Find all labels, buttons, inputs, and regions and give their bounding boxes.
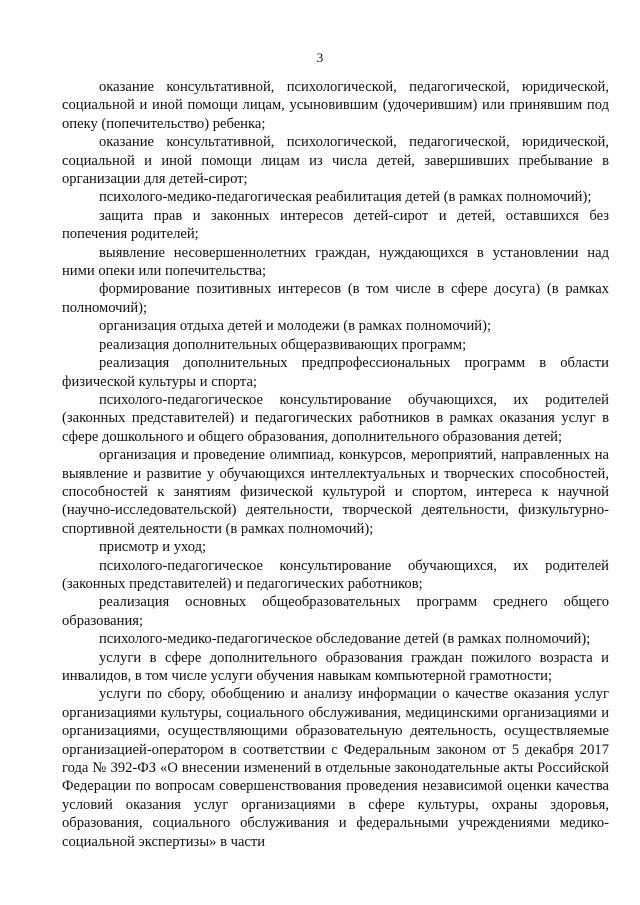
paragraph: организация и проведение олимпиад, конкурсов, мероприятий, направленных на выявление и развитие у обучающихся интеллектуальных и творческих способностей, способностей к занятиям физической культурой и спортом, интереса к научной (научно-исследовательской) деятельности, творческой деятельности, физкультурно-спортивной деятельности (в рамках полномочий);	[62, 447, 609, 537]
page-number: 3	[316, 50, 324, 65]
paragraph: психолого-педагогическое консультирование обучающихся, их родителей (законных представителей) и педагогических работников в рамках оказания услуг в сфере дошкольного и общего образования, дополнительного образования детей;	[62, 391, 609, 445]
paragraph: психолого-медико-педагогическое обследование детей (в рамках полномочий);	[99, 631, 591, 648]
paragraph: выявление несовершеннолетних граждан, нуждающихся в установлении над ними опеки или попечительства;	[62, 244, 609, 280]
paragraph: защита прав и законных интересов детей-сирот и детей, оставшихся без попечения родителей;	[62, 207, 609, 243]
paragraph: услуги по сбору, обобщению и анализу информации о качестве оказания услуг организациями культуры, социального обслуживания, медицинскими организациями и организациями, осуществляющими образовательную деятельность, осуществляемые организацией-оператором в соответствии с Федеральным законом от 5 декабря 2017 года № 392-ФЗ «О внесении изменений в отдельные законодательные акты Российской Федерации по вопросам совершенствования проведения независимой оценки качества условий оказания услуг организациями в сфере культуры, охраны здоровья, образования, социального обслуживания и федеральными учреждениями медико-социальной экспертизы» в части	[62, 686, 609, 850]
paragraph: оказание консультативной, психологической, педагогической, юридической, социальной и иной помощи лицам, усыновившим (удочерившим) или принявшим под опеку (попечительство) ребенка;	[62, 79, 609, 132]
paragraph: присмотр и уход;	[99, 539, 207, 556]
paragraph: услуги в сфере дополнительного образования граждан пожилого возраста и инвалидов, в том числе услуги обучения навыкам компьютерной грамотности;	[62, 649, 609, 684]
paragraph: психолого-медико-педагогическая реабилитация детей (в рамках полномочий);	[99, 189, 592, 206]
paragraph: формирование позитивных интересов (в том числе в сфере досуга) (в рамках полномочий);	[62, 281, 609, 316]
paragraph: оказание консультативной, психологической, педагогической, юридической, социальной и иной помощи лицам из числа детей, завершивших пребывание в организации для детей-сирот;	[62, 134, 609, 188]
paragraph: психолого-педагогическое консультирование обучающихся, их родителей (законных представителей) и педагогических работников;	[62, 557, 609, 592]
paragraph: реализация дополнительных предпрофессиональных программ в области физической культуры и спорта;	[62, 355, 609, 390]
document-body	[62, 78, 609, 851]
paragraph: реализация основных общеобразовательных программ среднего общего образования;	[62, 594, 609, 629]
paragraph: организация отдыха детей и молодежи (в рамках полномочий);	[99, 318, 492, 335]
paragraph: реализация дополнительных общеразвивающих программ;	[99, 336, 467, 353]
